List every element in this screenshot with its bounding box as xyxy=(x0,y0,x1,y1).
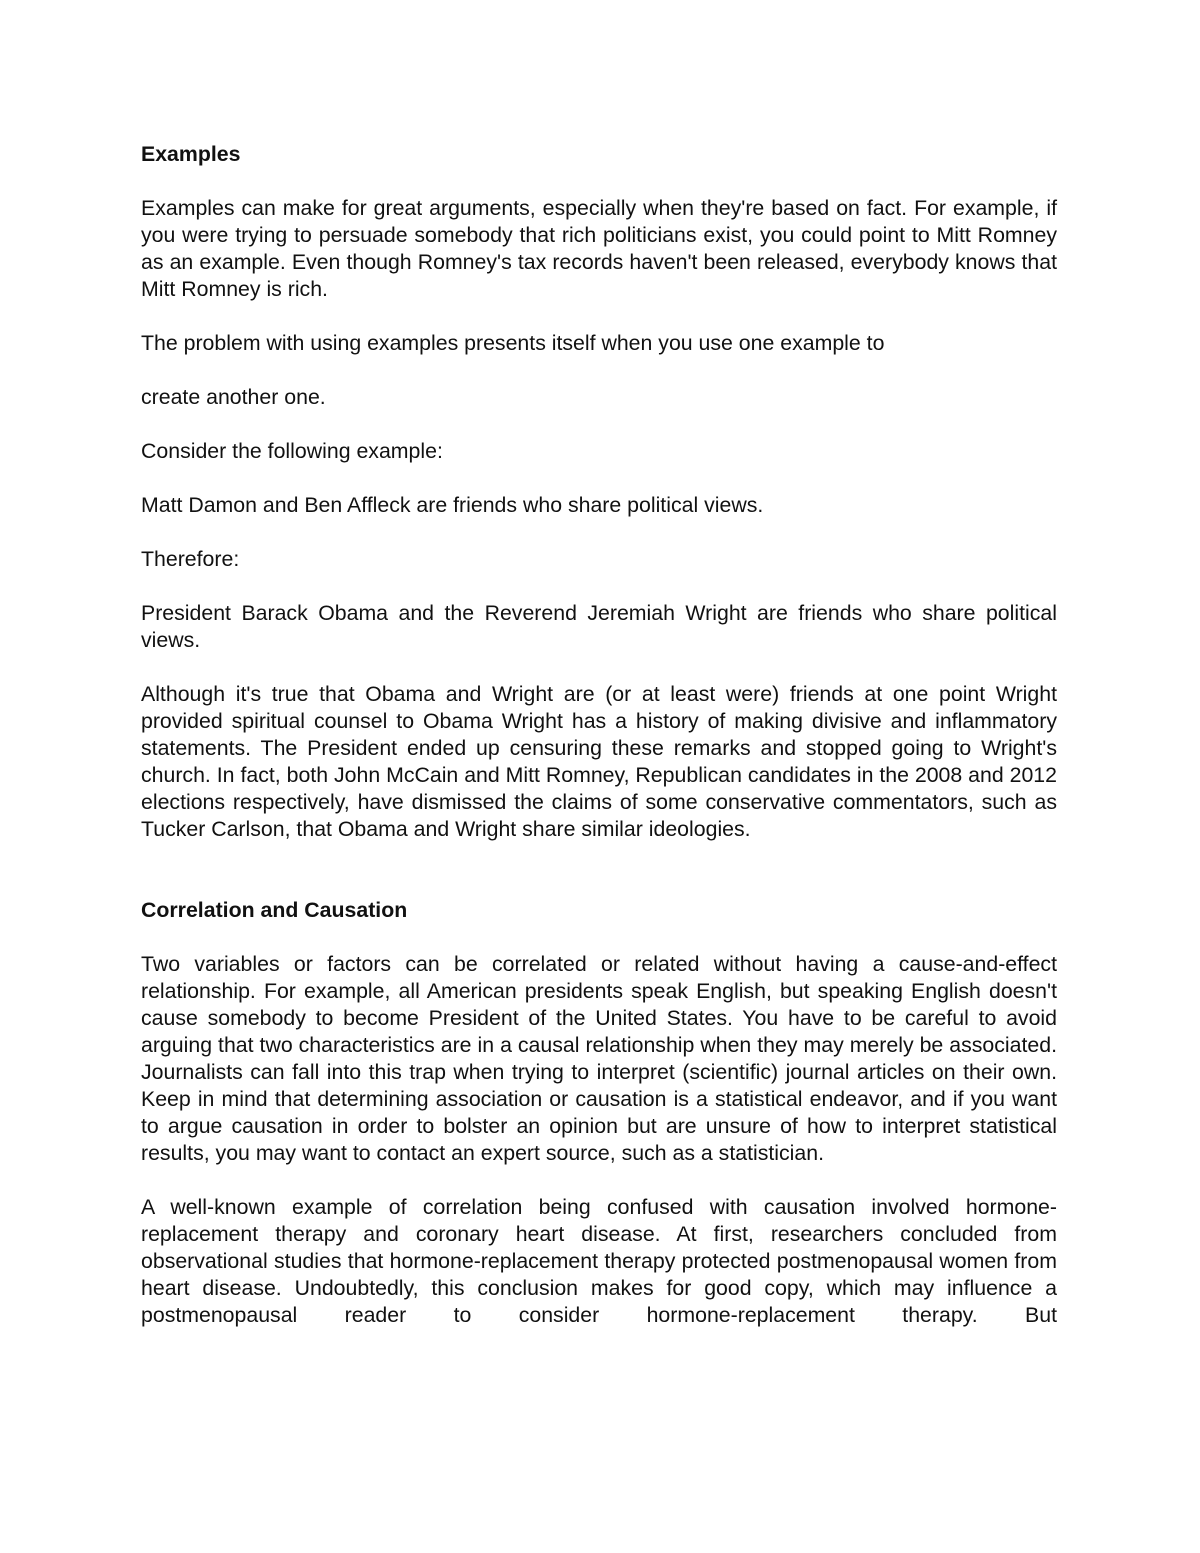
paragraph: Consider the following example: xyxy=(141,439,443,463)
paragraph: Matt Damon and Ben Affleck are friends who share political views. xyxy=(141,493,764,517)
paragraph: Therefore: xyxy=(141,547,240,571)
blank-line xyxy=(141,870,1057,897)
paragraph: A well-known example of correlation being confused with causation involved hormone-replacement therapy and coronary heart disease. At first, researchers concluded from observational studies that hormone-replacement therapy protected postmenopausal women from heart disease. Undoubtedly, this conclusion makes for good copy, which may influence a postmenopausal reader to consider hormone-replacement therapy. But xyxy=(141,1195,1057,1327)
paragraph: Examples can make for great arguments, especially when they're based on fact. For example, if you were trying to persuade somebody that rich politicians exist, you could point to Mitt Romney as an example. Even though Romney's tax records haven't been released, everybody knows that Mitt Romney is rich. xyxy=(141,196,1057,301)
section-heading-examples: Examples xyxy=(141,142,241,166)
paragraph: Although it's true that Obama and Wright are (or at least were) friends at one point Wright provided spiritual counsel to Obama Wright has a history of making divisive and inflammatory statements. The President ended up censuring these remarks and stopped going to Wright's church. In fact, both John McCain and Mitt Romney, Republican candidates in the 2008 and 2012 elections respectively, have dismissed the claims of some conservative commentators, such as Tucker Carlson, that Obama and Wright share similar ideologies. xyxy=(141,682,1057,841)
document-body xyxy=(141,141,1057,1356)
section-heading-correlation: Correlation and Causation xyxy=(141,898,408,922)
paragraph: President Barack Obama and the Reverend Jeremiah Wright are friends who share political views. xyxy=(141,601,1057,652)
paragraph: create another one. xyxy=(141,385,326,409)
paragraph: The problem with using examples presents itself when you use one example to xyxy=(141,331,885,355)
paragraph: Two variables or factors can be correlated or related without having a cause-and-effect relationship. For example, all American presidents speak English, but speaking English doesn't cause somebody to become President of the United States. You have to be careful to avoid arguing that two characteristics are in a causal relationship when they may merely be associated. Journalists can fall into this trap when trying to interpret (scientific) journal articles on their own. Keep in mind that determining association or causation is a statistical endeavor, and if you want to argue causation in order to bolster an opinion but are unsure of how to interpret statistical results, you may want to contact an expert source, such as a statistician. xyxy=(141,952,1057,1165)
